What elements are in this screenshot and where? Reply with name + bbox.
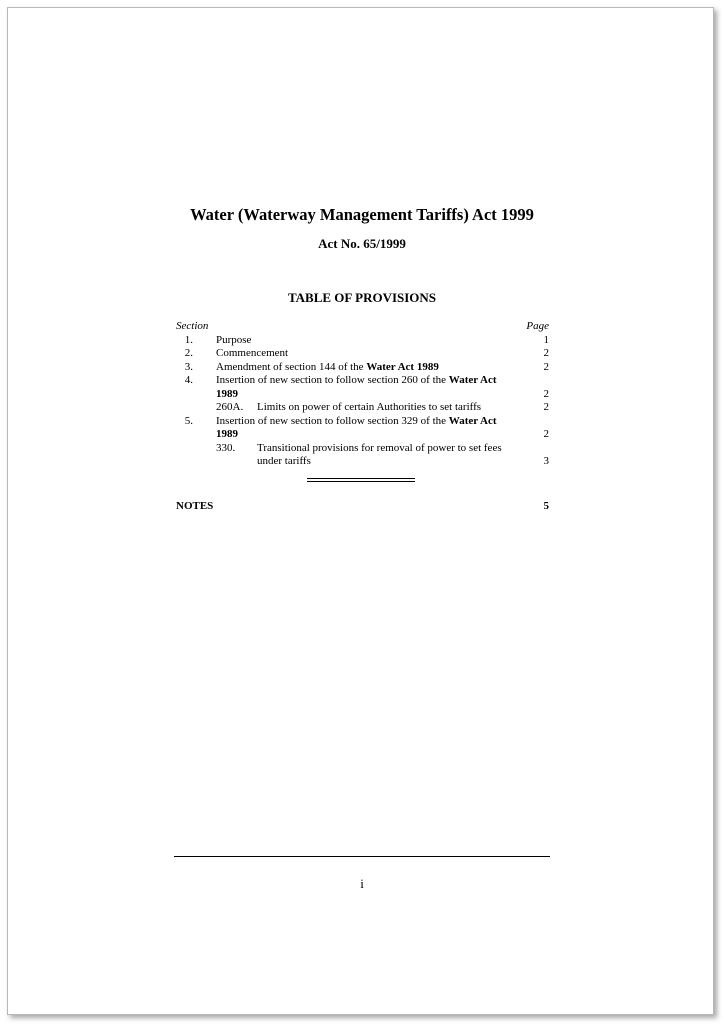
subentry-number: 330. bbox=[216, 441, 236, 454]
entry-number: 2. bbox=[184, 347, 193, 359]
toc-entry bbox=[176, 334, 549, 348]
entry-page: 2 bbox=[543, 387, 549, 400]
toc-subentry bbox=[176, 442, 549, 456]
subentry-text-cont: under tariffs bbox=[257, 455, 311, 467]
act-number: Act No. 65/1999 bbox=[318, 236, 406, 251]
entry-text-act-name: Water Act 1989 bbox=[366, 360, 439, 373]
entry-number: 5. bbox=[184, 414, 193, 427]
entry-text-act-year: 1989 bbox=[216, 387, 238, 400]
entry-text: Purpose bbox=[216, 333, 252, 346]
toc-entry bbox=[176, 415, 549, 429]
entry-text-plain: Insertion of new section to follow section 260 of the bbox=[216, 374, 449, 386]
entry-text-plain: Insertion of new section to follow section 329 of the bbox=[216, 414, 449, 427]
notes-entry bbox=[176, 500, 549, 512]
entry-text: Commencement bbox=[216, 347, 289, 359]
entry-number: 3. bbox=[184, 360, 193, 373]
toc-entry-continuation bbox=[176, 428, 549, 442]
notes-page: 5 bbox=[543, 500, 549, 512]
toc-subentry-continuation bbox=[176, 455, 549, 469]
entry-number: 4. bbox=[184, 374, 193, 386]
toc-entry bbox=[176, 374, 549, 388]
entry-text bbox=[216, 361, 501, 375]
entry-text-act-name: Water Act bbox=[448, 414, 497, 427]
entry-text bbox=[216, 415, 501, 429]
column-section-label: Section bbox=[176, 320, 209, 332]
entry-page: 2 bbox=[543, 360, 549, 373]
toc-heading: TABLE OF PROVISIONS bbox=[287, 290, 437, 305]
double-rule-divider bbox=[307, 478, 415, 482]
entry-text-act-year: 1989 bbox=[216, 428, 238, 440]
subentry-number: 260A. bbox=[216, 401, 244, 413]
entry-page: 1 bbox=[543, 333, 549, 346]
entry-page: 2 bbox=[543, 347, 549, 359]
footer-rule bbox=[174, 856, 550, 857]
toc-column-headers bbox=[176, 320, 549, 334]
notes-label: NOTES bbox=[176, 500, 214, 512]
entry-number: 1. bbox=[184, 333, 193, 346]
subentry-text: Transitional provisions for removal of power to set fees bbox=[257, 441, 502, 454]
toc-entry bbox=[176, 361, 549, 375]
entry-page: 2 bbox=[543, 401, 549, 413]
toc-entry-continuation bbox=[176, 388, 549, 402]
entry-text-act-name: Water Act bbox=[448, 374, 497, 386]
toc-entry bbox=[176, 347, 549, 361]
entry-text bbox=[216, 374, 501, 388]
entry-page: 3 bbox=[543, 455, 549, 467]
entry-page: 2 bbox=[543, 428, 549, 440]
toc-subentry bbox=[176, 401, 549, 415]
document-title: Water (Waterway Management Tariffs) Act 1999 bbox=[190, 205, 534, 224]
entry-text-plain: Amendment of section 144 of the bbox=[216, 360, 367, 373]
column-page-label: Page bbox=[526, 320, 549, 332]
table-of-provisions bbox=[176, 320, 549, 469]
subentry-text: Limits on power of certain Authorities to set tariffs bbox=[257, 401, 482, 413]
page-number: i bbox=[360, 876, 364, 891]
